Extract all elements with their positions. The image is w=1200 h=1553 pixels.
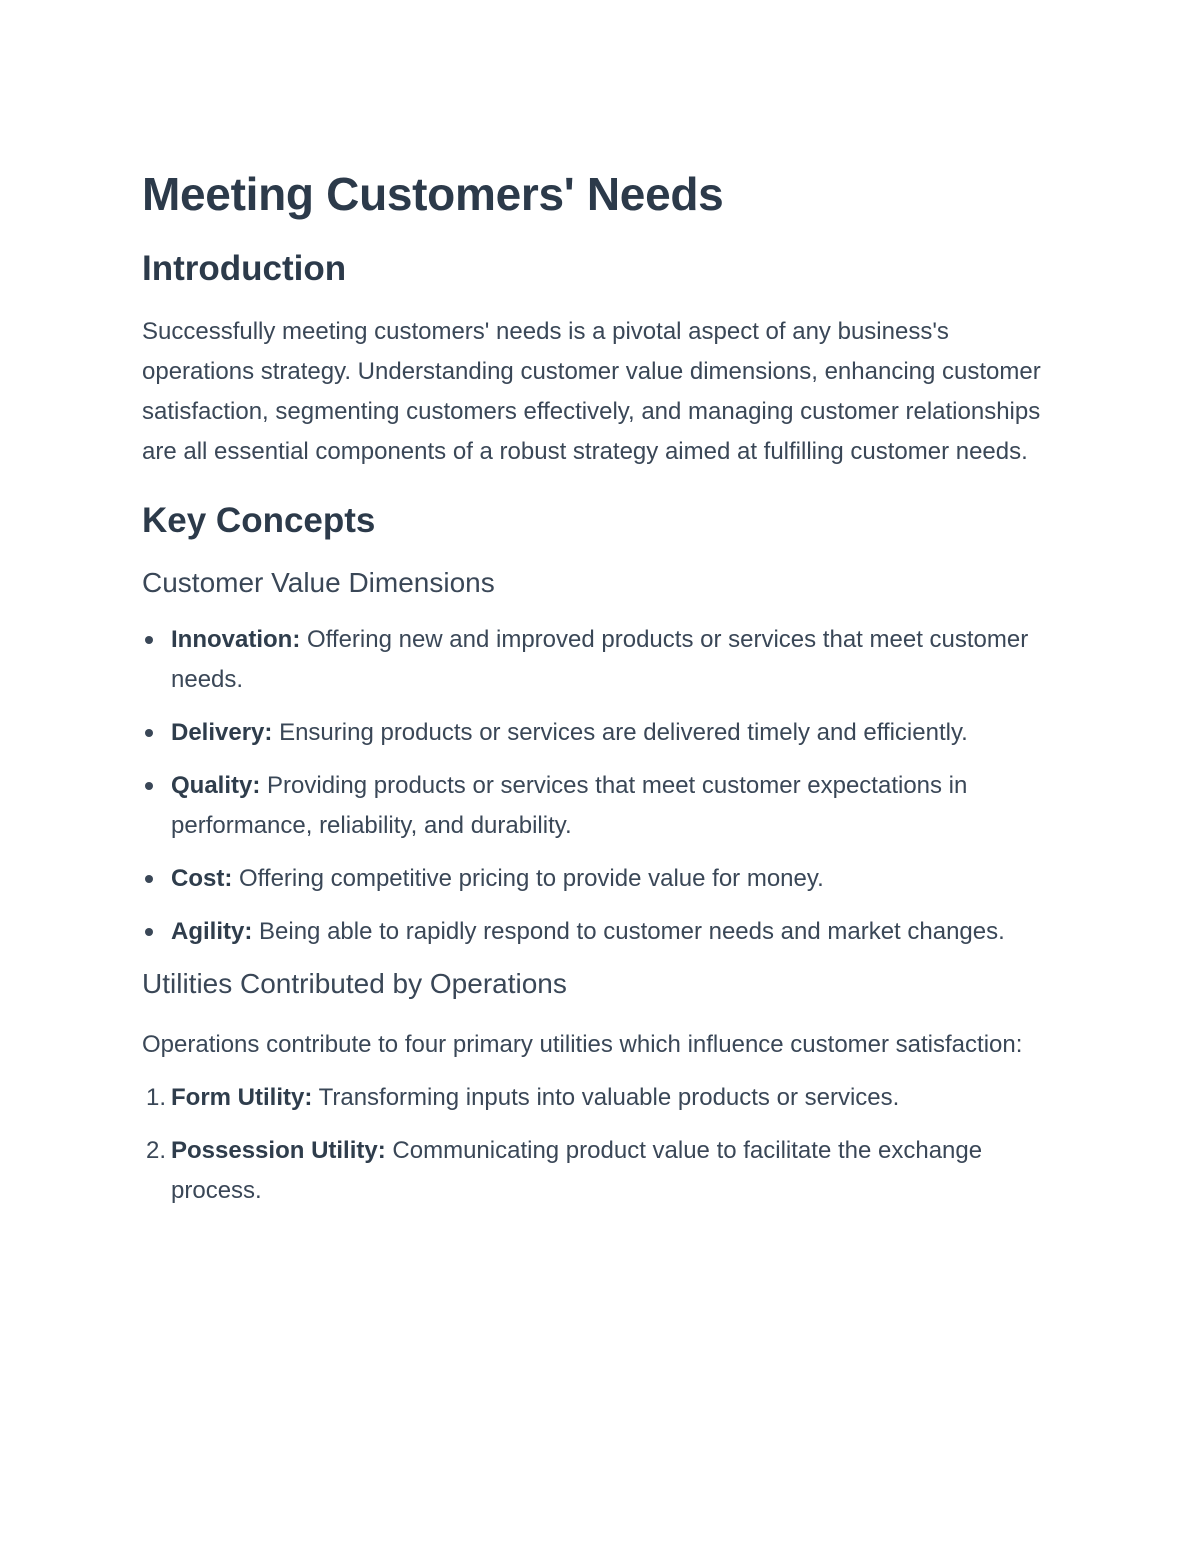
- customer-value-dimensions-heading: Customer Value Dimensions: [142, 567, 495, 598]
- item-text: Being able to rapidly respond to customer needs and market changes.: [259, 918, 1005, 945]
- item-text: Transforming inputs into valuable products or services.: [318, 1084, 900, 1111]
- list-item: Innovation: Offering new and improved products or services that meet customer needs.: [142, 620, 1062, 700]
- item-term: Delivery: [171, 719, 265, 746]
- item-term: Form Utility: [171, 1084, 305, 1111]
- key-concepts-heading: Key Concepts: [142, 501, 376, 540]
- item-text: Providing products or services that meet customer expectations in performance, reliability, and durability.: [171, 772, 968, 839]
- item-term: Cost: [171, 865, 225, 892]
- item-text: Communicating product value to facilitate the exchange process.: [171, 1137, 983, 1204]
- item-term: Quality: [171, 772, 253, 799]
- item-number: 1.: [146, 1084, 167, 1111]
- introduction-paragraph: Successfully meeting customers' needs is a pivotal aspect of any business's operations strategy. Understanding customer value dimensions, enhancing customer satisfaction, segmenting customers effectively, and managing customer relationships are all essential components of a robust strategy aimed at fulfilling customer needs.: [142, 318, 1041, 465]
- customer-value-dimensions-list: [142, 620, 1062, 952]
- list-item: 2. Possession Utility: Communicating product value to facilitate the exchange process.: [142, 1131, 1062, 1211]
- item-term: Innovation: [171, 626, 293, 653]
- item-term: Possession Utility: [171, 1137, 378, 1164]
- utilities-heading: Utilities Contributed by Operations: [142, 968, 567, 999]
- utilities-paragraph: Operations contribute to four primary utilities which influence customer satisfaction:: [142, 1031, 1023, 1058]
- list-item: Agility: Being able to rapidly respond to customer needs and market changes.: [142, 912, 1062, 952]
- introduction-heading: Introduction: [142, 249, 347, 288]
- item-term: Agility: [171, 918, 245, 945]
- page-title: Meeting Customers' Needs: [142, 168, 724, 220]
- list-item: Cost: Offering competitive pricing to provide value for money.: [142, 859, 1062, 899]
- item-text: Offering new and improved products or services that meet customer needs.: [171, 626, 1029, 693]
- utilities-list: [142, 1078, 1062, 1211]
- item-text: Offering competitive pricing to provide value for money.: [239, 865, 824, 892]
- list-item: Delivery: Ensuring products or services are delivered timely and efficiently.: [142, 713, 1062, 753]
- list-item: Quality: Providing products or services that meet customer expectations in performance, reliability, and durability.: [142, 766, 1062, 846]
- item-text: Ensuring products or services are delivered timely and efficiently.: [279, 719, 968, 746]
- list-item: 1. Form Utility: Transforming inputs into valuable products or services.: [142, 1078, 1062, 1118]
- document-page: [142, 164, 1062, 1224]
- item-number: 2.: [146, 1137, 167, 1164]
